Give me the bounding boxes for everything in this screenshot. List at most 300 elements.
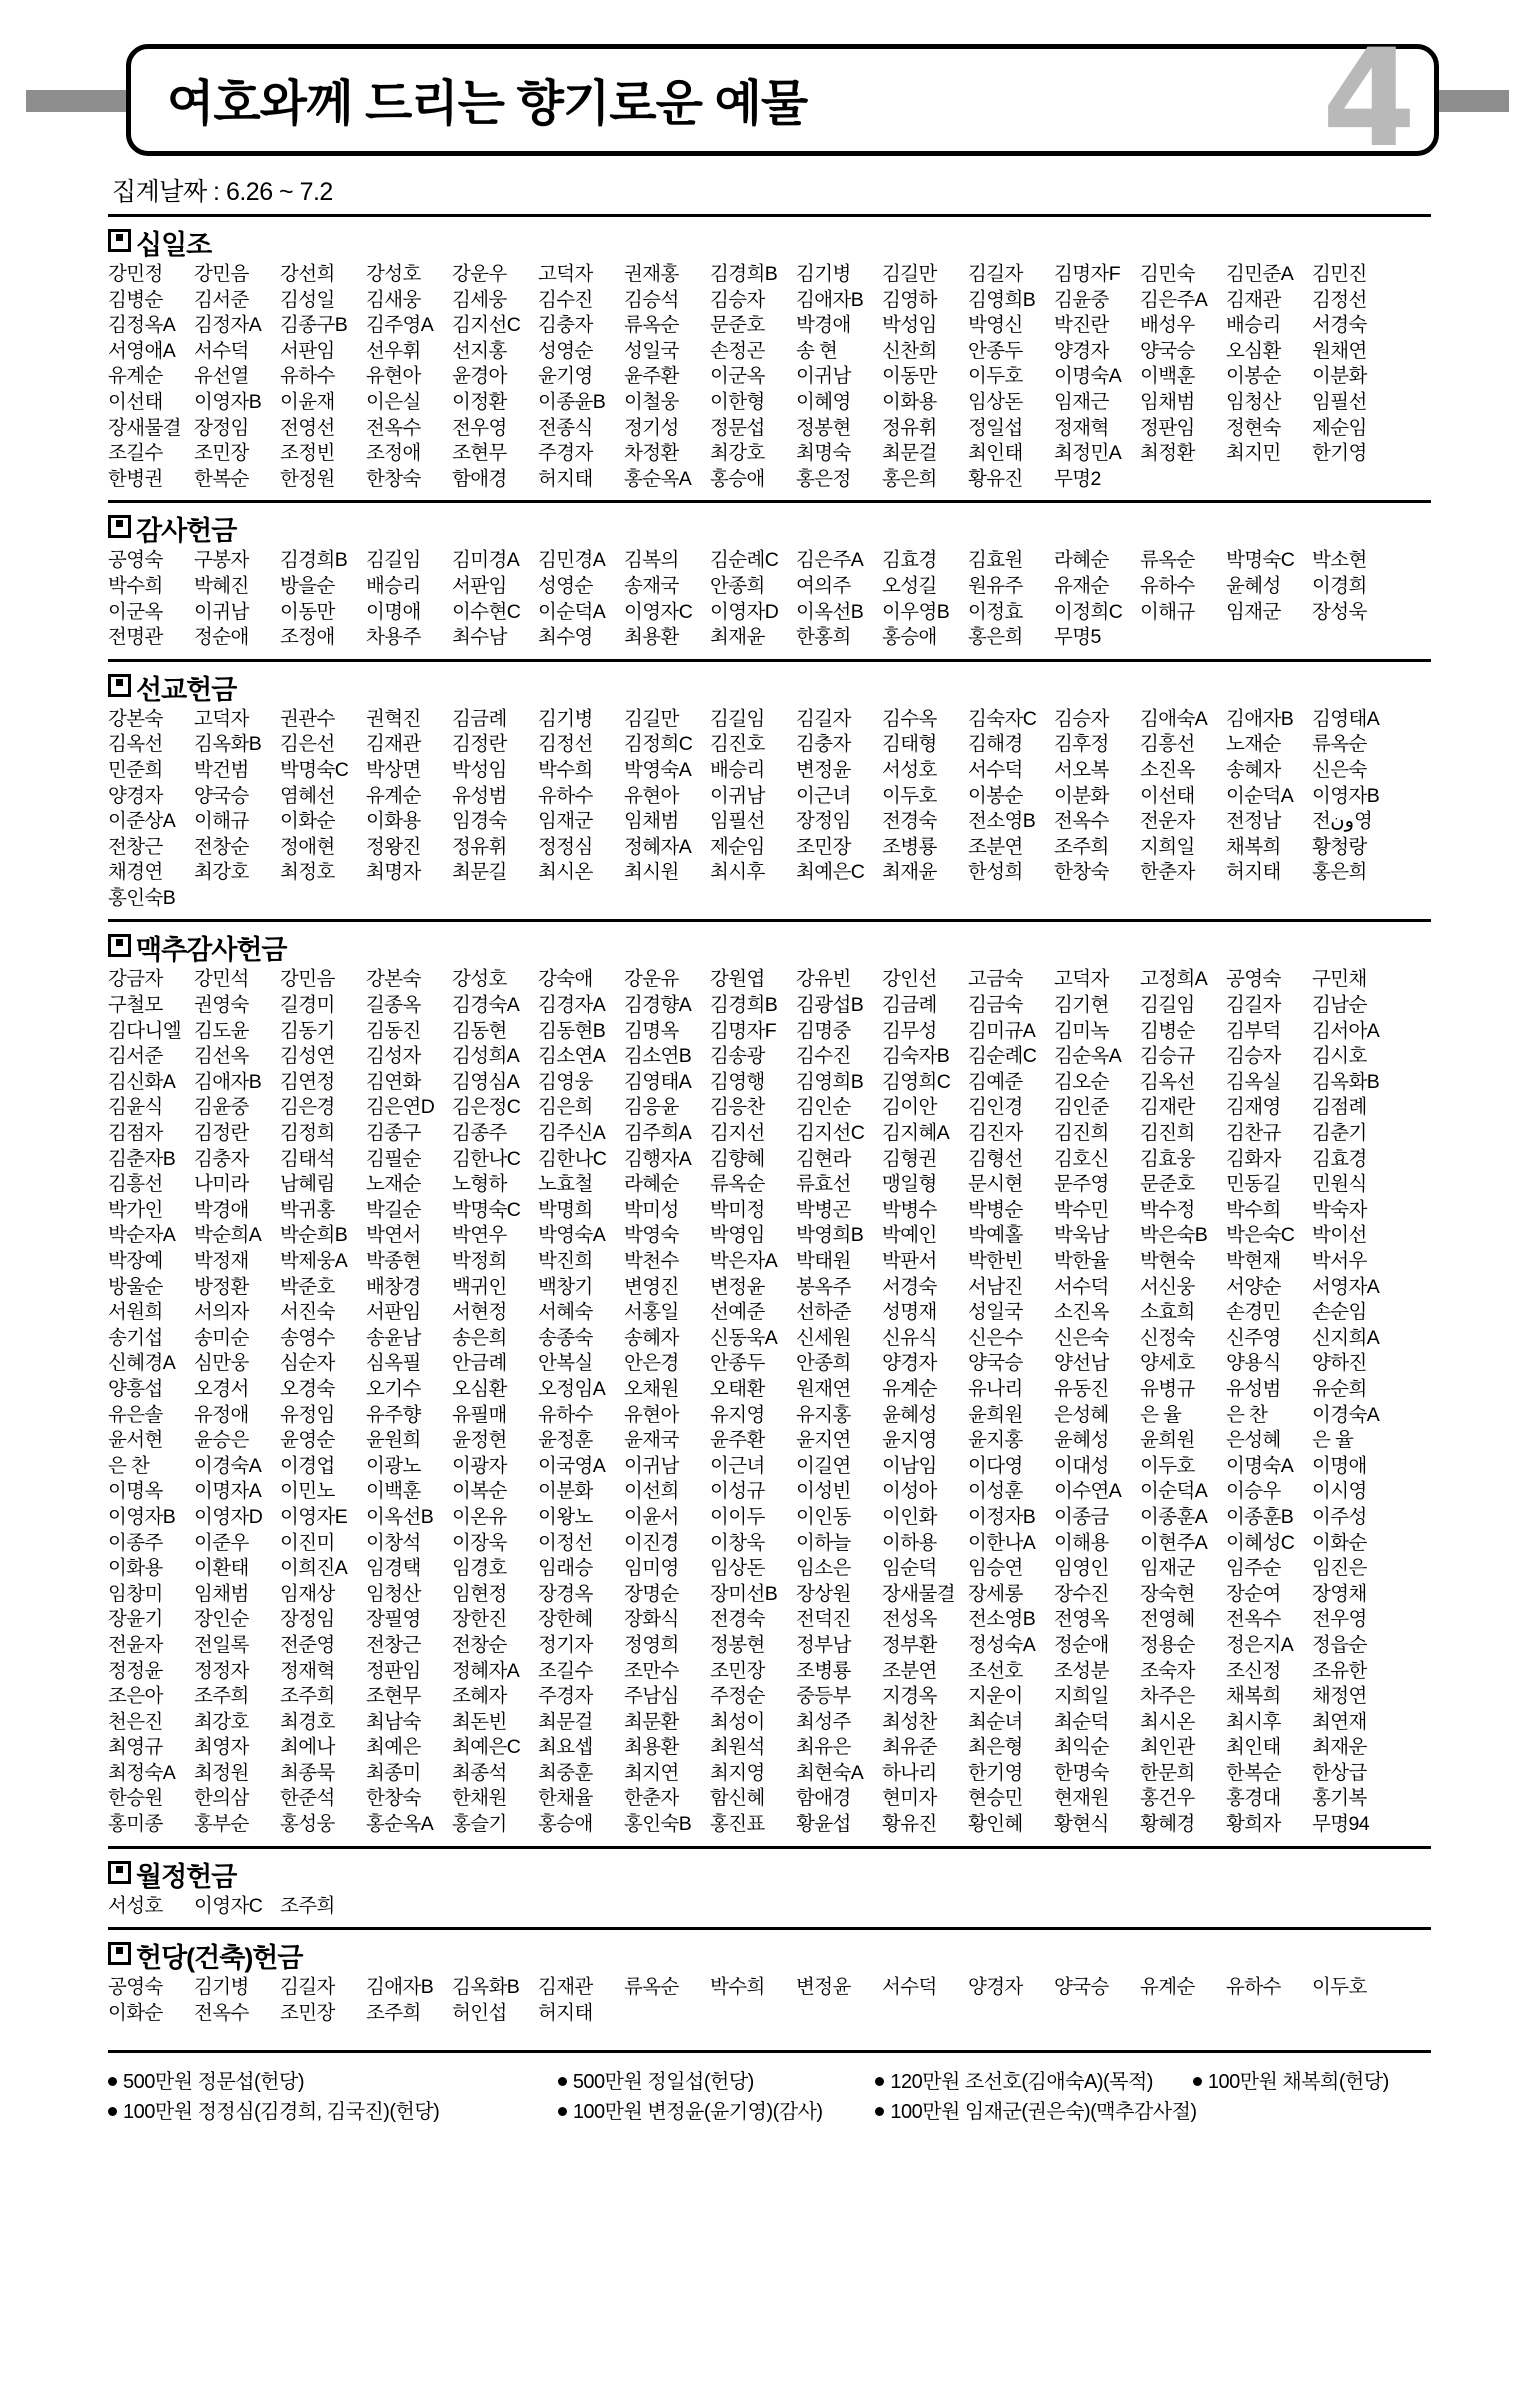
donor-name: 이왕노 [538,1505,593,1528]
donor-name: 이정환 [452,390,507,413]
donor-name: 유계순 [366,784,421,807]
donor-name: 전윤자 [108,1633,163,1656]
donor-name: 장인순 [194,1608,249,1631]
donor-name: 김필순 [366,1147,421,1170]
donor-name: 윤승은 [194,1429,249,1452]
donor-name: 지희일 [1054,1685,1109,1708]
donor-name: 김병순 [1140,1019,1195,1042]
donor-name: 강성호 [452,968,507,991]
donor-name: 박성임 [882,314,937,337]
donor-name: 이선희 [624,1480,679,1503]
donor-name: 한채원 [452,1787,507,1810]
donor-name: 최시후 [710,861,765,884]
donor-name: 윤주환 [624,365,679,388]
donor-name: 김선옥 [194,1045,249,1068]
donor-name: 구봉자 [194,549,249,572]
donor-name: 김윤식 [108,1096,163,1119]
donor-name: 김진희 [1054,1122,1109,1145]
donor-name: 조주희 [1054,835,1109,858]
donor-name: 중등부 [796,1685,851,1708]
donor-name: 양용식 [1226,1352,1281,1375]
donor-name: 박은숙C [1226,1224,1295,1247]
donor-name: 정기자 [538,1633,593,1656]
donor-name: 윤지연 [796,1429,851,1452]
donor-name: 박순희B [280,1224,348,1247]
donor-name: 장한혜 [538,1608,593,1631]
donor-name: 염혜선 [280,784,335,807]
donor-name: 김해경 [968,733,1023,756]
donor-name: 선하준 [796,1301,851,1324]
donor-name: 이귀남 [796,365,851,388]
donor-name: 전경숙 [710,1608,765,1631]
donor-name: 한창숙 [366,467,421,490]
section-title-gamsaheongeum: 감사헌금 [108,509,246,548]
donor-name: 김정희C [624,733,693,756]
donor-name: 서오복 [1054,758,1109,781]
donor-name: 정성숙A [968,1633,1036,1656]
donor-name: 류옥순 [624,1976,679,1999]
section-marker-icon [108,934,131,957]
donor-name: 윤기영 [538,365,593,388]
donor-name: 정혜자A [624,835,692,858]
donor-name: 김길임 [366,549,421,572]
donor-name: 조주희 [366,2001,421,2024]
donor-name: 황윤섭 [796,1813,851,1836]
donor-name: 최재윤 [882,861,937,884]
donor-name: 김동기 [280,1019,335,1042]
donor-name: 김호신 [1054,1147,1109,1170]
donor-name: 박건범 [194,758,249,781]
donor-name: 서수덕 [194,339,249,362]
donor-name: 이동만 [882,365,937,388]
donor-name: 김효경 [1312,1147,1367,1170]
donor-name: 이대성 [1054,1454,1109,1477]
donor-name: 김종주 [452,1122,507,1145]
donor-name: 전창순 [452,1633,507,1656]
donor-name: 강민정 [108,263,163,285]
donor-name: 임현정 [452,1582,507,1605]
donor-name: 정봉현 [796,416,851,439]
donor-name: 유하수 [538,784,593,807]
donor-name: 양경자 [1054,339,1109,362]
donor-name: 이길연 [796,1454,851,1477]
donor-name: 김한나C [452,1147,521,1170]
donor-name: 안복실 [538,1352,593,1375]
donor-name: 김흥선 [1140,733,1195,756]
donor-name: 조민장 [280,2001,335,2024]
donor-name: 이장욱 [452,1531,507,1554]
donor-name: 권재홍 [624,263,679,285]
donor-name: 소효희 [1140,1301,1195,1324]
donor-name: 전우영 [1312,1608,1367,1631]
donor-name: 이영자B [194,390,262,413]
donor-name: 박예홀 [968,1224,1023,1247]
donor-name: 홍인숙B [624,1813,692,1836]
donor-name: 김길임 [710,707,765,730]
donor-name: 이광자 [452,1454,507,1477]
donor-name: 한창숙 [1054,861,1109,884]
donor-name: 이창석 [366,1531,421,1554]
donor-name: 신혜경A [108,1352,176,1375]
donor-name: 송혜자 [1226,758,1281,781]
donor-name: 최정숙A [108,1761,176,1784]
donor-name: 박수희 [108,574,163,597]
donor-name: 강본숙 [366,968,421,991]
donor-name: 김경자A [538,994,606,1017]
donor-name: 홍성웅 [280,1813,335,1836]
donor-name: 정현숙 [1226,416,1281,439]
donor-name: 은 찬 [1226,1403,1268,1426]
donor-name: 허지태 [1226,861,1281,884]
donor-name: 신주영 [1226,1326,1281,1349]
donor-name: 정왕진 [366,835,421,858]
donor-name: 제순임 [1312,416,1367,439]
donor-name: 김충자 [538,314,593,337]
donor-name: 임채범 [194,1582,249,1605]
donor-name: 최시원 [624,861,679,884]
donor-name: 유하수 [1140,574,1195,597]
donor-name: 이국영A [538,1454,606,1477]
donor-name: 유하수 [1226,1976,1281,1999]
donor-name: 최성찬 [882,1710,937,1733]
donor-name: 정순애 [194,626,249,649]
donor-name: 이분화 [1312,365,1367,388]
donor-name: 봉옥주 [796,1275,851,1298]
donor-name: 최인태 [968,442,1023,465]
donor-name: 박영임 [710,1224,765,1247]
donor-name: 한채율 [538,1787,593,1810]
donor-name: 유성범 [452,784,507,807]
donor-name: 주정순 [710,1685,765,1708]
donor-name: 최돈빈 [452,1710,507,1733]
donor-name: 성일국 [624,339,679,362]
donor-name: 조선호 [968,1659,1023,1682]
donor-name: 김진자 [968,1122,1023,1145]
donor-name: 정판임 [366,1659,421,1682]
donor-name: 전덕진 [796,1608,851,1631]
donor-name: 오경서 [194,1377,249,1400]
donor-name: 이진미 [280,1531,335,1554]
donor-name: 유선열 [194,365,249,388]
donor-name: 장정임 [280,1608,335,1631]
donor-name: 양경자 [968,1976,1023,1999]
donor-name: 임청산 [366,1582,421,1605]
donor-name: 장명순 [624,1582,679,1605]
donor-name: 김재란 [1140,1096,1195,1119]
donor-name: 방울순 [108,1275,163,1298]
donor-name: 유병규 [1140,1377,1195,1400]
donor-name: 김정란 [194,1122,249,1145]
donor-name: 최용환 [624,626,679,649]
donor-name: 최문걸 [882,442,937,465]
donor-name: 유정애 [194,1403,249,1426]
donor-name: 오성길 [882,574,937,597]
donor-name: 강민음 [280,968,335,991]
donor-name: 박영숙A [538,1224,606,1247]
donor-name: 서영애A [108,339,176,362]
donor-name: 나미라 [194,1173,249,1196]
name-list-maekchu [108,967,1431,1837]
donor-name: 권영숙 [194,994,249,1017]
donor-name: 오심환 [452,1377,507,1400]
donor-name: 류옥순 [624,314,679,337]
donor-name: 유계순 [1140,1976,1195,1999]
donor-name: 강인선 [882,968,937,991]
donor-name: 강금자 [108,968,163,991]
donor-name: 이명숙A [1226,1454,1294,1477]
donor-name: 김종구 [366,1122,421,1145]
donor-name: 임창미 [108,1582,163,1605]
donor-name: 최예은C [452,1736,521,1759]
donor-name: 이귀남 [624,1454,679,1477]
donor-name: 최재윤 [710,626,765,649]
donor-name: 김민숙 [1140,263,1195,285]
donor-name: 임경호 [452,1557,507,1580]
donor-name: 임순덕 [882,1557,937,1580]
donor-name: 김남순 [1312,994,1367,1017]
donor-name: 정유휘 [452,835,507,858]
donor-name: 김수옥 [882,707,937,730]
donor-name: 박병곤 [796,1198,851,1221]
donor-name: 이광노 [366,1454,421,1477]
donor-name: 이남임 [882,1454,937,1477]
donor-name: 김소연A [538,1045,606,1068]
donor-name: 박숙자 [1312,1198,1367,1221]
donor-name: 송재국 [624,574,679,597]
section-marker-icon [108,229,131,252]
donor-name: 김경희B [280,549,348,572]
donor-name: 노형하 [452,1173,507,1196]
donor-name: 임재근 [1054,390,1109,413]
donor-name: 홍은희 [882,467,937,490]
donor-name: 류옥순 [1140,549,1195,572]
donor-name: 김영웅 [538,1070,593,1093]
donor-name: 이군옥 [710,365,765,388]
donor-name: 장한진 [452,1608,507,1631]
donor-name: 한창숙 [366,1787,421,1810]
donor-name: 채복희 [1226,1685,1281,1708]
donor-name: 문시현 [968,1173,1023,1196]
donor-name: 정용순 [1140,1633,1195,1656]
donor-name: 이명숙A [1054,365,1122,388]
donor-name: 최문걸 [538,1710,593,1733]
donor-name: 윤지홍 [968,1429,1023,1452]
donor-name: 김오순 [1054,1070,1109,1093]
donor-name: 박수희 [538,758,593,781]
donor-name: 유지홍 [796,1403,851,1426]
donor-name: 박소현 [1312,549,1367,572]
donor-name: 윤희원 [968,1403,1023,1426]
donor-name: 장세롱 [968,1582,1023,1605]
donor-name: 고덕자 [1054,968,1109,991]
donor-name: 김한나C [538,1147,607,1170]
donor-name: 오심환 [1226,339,1281,362]
donor-name: 오기수 [366,1377,421,1400]
donor-name: 최익순 [1054,1736,1109,1759]
donor-name: 정애현 [280,835,335,858]
donor-name: 김태석 [280,1147,335,1170]
donor-name: 라혜순 [1054,549,1109,572]
donor-name: 박병수 [882,1198,937,1221]
donor-name: 이경업 [280,1454,335,1477]
donor-name: 전영선 [280,416,335,439]
donor-name: 김길자 [968,263,1023,285]
donor-name: 유재순 [1054,574,1109,597]
donor-name: 김경향A [624,994,692,1017]
donor-name: 조정애 [280,626,335,649]
donor-name: 정순애 [1054,1633,1109,1656]
donor-name: 정부환 [882,1633,937,1656]
donor-name: 최영자 [194,1736,249,1759]
donor-name: 강선희 [280,263,335,285]
donor-name: 홍경대 [1226,1787,1281,1810]
donor-name: 김민경A [538,549,606,572]
donor-name: 윤서현 [108,1429,163,1452]
donor-name: 최영규 [108,1736,163,1759]
donor-name: 김향혜 [710,1147,765,1170]
donor-name: 홍기복 [1312,1787,1367,1810]
donor-name: 차용주 [366,626,421,649]
donor-name: 이분화 [1054,784,1109,807]
donor-name: 오경숙 [280,1377,335,1400]
donor-name: 임래승 [538,1557,593,1580]
donor-name: 길종옥 [366,994,421,1017]
donor-name: 송미순 [194,1326,249,1349]
section-maekchu [108,919,1431,1845]
donor-name: 양국승 [968,1352,1023,1375]
donor-name: 김길만 [882,263,937,285]
donor-name: 김효경 [882,549,937,572]
donor-name: 김영태A [1312,707,1380,730]
donor-name: 김응찬 [710,1096,765,1119]
donor-name: 변영진 [624,1275,679,1298]
donor-name: 박욱남 [1054,1224,1109,1247]
donor-name: 박수희 [710,1976,765,1999]
donor-name: 이영자C [194,1894,263,1917]
donor-name: 김숙자C [968,707,1037,730]
donor-name: 류효선 [796,1173,851,1196]
donor-name: 이화순 [280,810,335,833]
donor-name: 장수진 [1054,1582,1109,1605]
donor-name: 한문희 [1140,1761,1195,1784]
donor-name: 김민준A [1226,263,1294,285]
donor-name: 이철웅 [624,390,679,413]
donor-name: 임채범 [1140,390,1195,413]
donor-name: 박명숙C [280,758,349,781]
donor-name: 김승자 [710,288,765,311]
donor-name: 민동길 [1226,1173,1281,1196]
donor-name: 최지연 [624,1761,679,1784]
donor-name: 김점자 [108,1122,163,1145]
donor-name: 임상돈 [968,390,1023,413]
donor-name: 이해규 [1140,600,1195,623]
name-list-heondang [108,1975,1431,2026]
donor-name: 박가인 [108,1198,163,1221]
donor-name: 황인혜 [968,1813,1023,1836]
donor-name: 성영순 [538,574,593,597]
donor-name: 윤원희 [366,1429,421,1452]
donor-name: 민준희 [108,758,163,781]
donor-name: 이분화 [538,1480,593,1503]
donor-name: 김재관 [1226,288,1281,311]
donor-name: 김충자 [796,733,851,756]
donor-name: 박이선 [1312,1224,1367,1247]
donor-name: 김승석 [624,288,679,311]
donor-name: 함애경 [452,467,507,490]
donor-name: 장필영 [366,1608,421,1631]
name-list-woljeong [108,1894,1431,1920]
donor-name: 이영자D [194,1505,263,1528]
donor-name: 강숙애 [538,968,593,991]
donor-name: 이민노 [280,1480,335,1503]
donor-name: 한성희 [968,861,1023,884]
donor-name: 김미경A [452,549,520,572]
donor-name: 이수연A [1054,1480,1122,1503]
donor-name: 서판임 [366,1301,421,1324]
donor-name: 원재연 [796,1377,851,1400]
donor-name: 한춘자 [624,1787,679,1810]
donor-name: 윤재국 [624,1429,679,1452]
donor-name: 홍부순 [194,1813,249,1836]
donor-name: 박진란 [1054,314,1109,337]
donor-name: 백창기 [538,1275,593,1298]
donor-name: 박영숙 [624,1224,679,1247]
donor-name: 최현숙A [796,1761,864,1784]
donor-name: 김기병 [538,707,593,730]
donor-name: 황희자 [1226,1813,1281,1836]
donor-name: 조정빈 [280,442,335,465]
donor-name: 김동현B [538,1019,606,1042]
donor-name: 최시후 [1226,1710,1281,1733]
donor-name: 이순덕A [1226,784,1294,807]
donor-name: 황혜경 [1140,1813,1195,1836]
donor-name: 최재운 [1312,1736,1367,1759]
donor-name: 박수희 [1226,1198,1281,1221]
donor-name: 최순녀 [968,1710,1023,1733]
donor-name: 김연화 [366,1070,421,1093]
donor-name: 김영태A [624,1070,692,1093]
donor-name: 최문환 [624,1710,679,1733]
donor-name: 이종주 [108,1531,163,1554]
donor-name: 고금숙 [968,968,1023,991]
donor-name: 현미자 [882,1787,937,1810]
donor-name: 양선남 [1054,1352,1109,1375]
donor-name: 김동현 [452,1019,507,1042]
donor-name: 최남숙 [366,1710,421,1733]
donor-name: 장미선B [710,1582,778,1605]
donor-name: 이수현C [452,600,521,623]
donor-name: 김은주A [796,549,864,572]
donor-name: 김승자 [1054,707,1109,730]
section-title-sipilcho: 십일조 [108,223,221,262]
donor-name: 소진옥 [1140,758,1195,781]
donor-name: 전창근 [366,1633,421,1656]
donor-name: 이선태 [1140,784,1195,807]
donor-name: 유은솔 [108,1403,163,1426]
donor-name: 김옥화B [194,733,262,756]
donor-name: 안금례 [452,1352,507,1375]
donor-name: 박혜진 [194,574,249,597]
donor-name: 장정임 [796,810,851,833]
bullet-dot-icon [558,2107,567,2116]
donor-name: 임청산 [1226,390,1281,413]
donor-name: 윤정현 [452,1429,507,1452]
donor-name: 한복순 [1226,1761,1281,1784]
donor-name: 송혜자 [624,1326,679,1349]
donor-name: 유하수 [280,365,335,388]
donor-name: 최명숙 [796,442,851,465]
donor-name: 한상급 [1312,1761,1367,1784]
